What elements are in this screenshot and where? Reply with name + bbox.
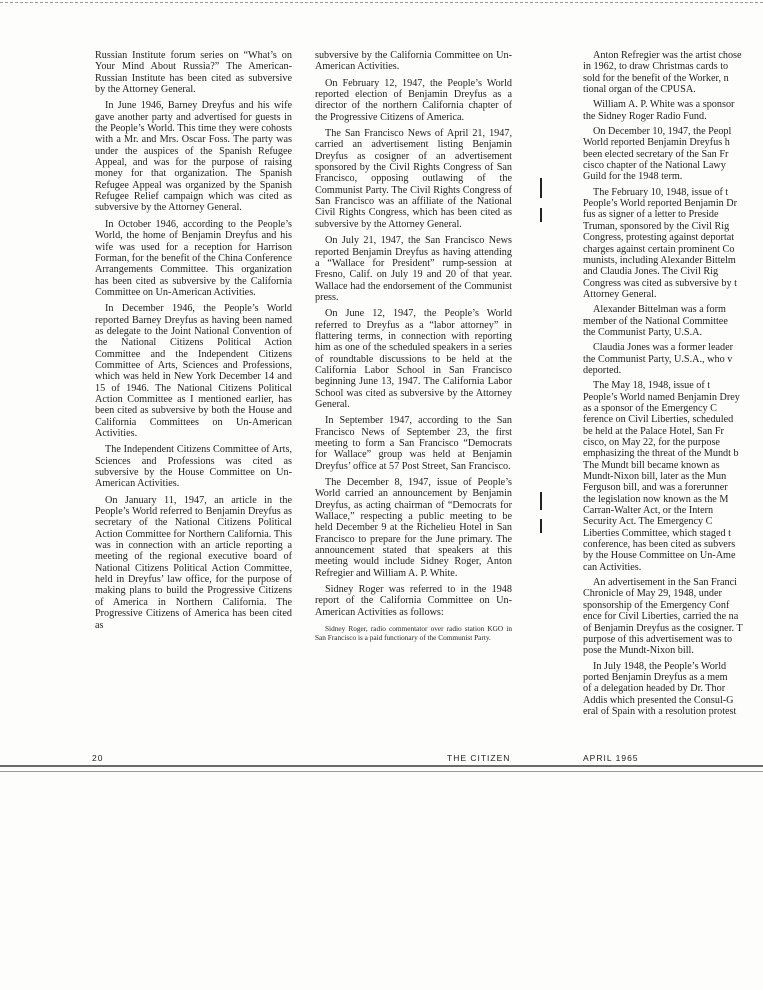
text-line: Addis which presented the Consul-G — [583, 694, 734, 706]
text-line: World reported Benjamin Dreyfus h — [583, 137, 730, 149]
publication-name: THE CITIZEN — [447, 753, 511, 763]
text-line: charges against certain prominent Co — [583, 243, 735, 255]
text-line: ference on Civil Liberties, scheduled — [583, 414, 734, 426]
text-line: Truman, sponsored by the Civil Rig — [583, 220, 730, 232]
text-line: Congress, protesting against deportat — [583, 232, 735, 244]
text-line: ence for Civil Liberties, carried the na — [583, 611, 739, 623]
paragraph: On February 12, 1947, the People’s World reported election of Benjamin Dreyfus as a director of the northern California chapter of the Progressive Citizens of America. — [315, 77, 512, 123]
text-line: ported Benjamin Dreyfus as a mem — [583, 671, 728, 683]
text-line: Security Act. The Emergency C — [583, 516, 713, 528]
paragraph: Russian Institute forum series on “What’s on Your Mind About Russia?” The American-Russian Institute has been cited as subversive by the Attorney General. — [95, 50, 292, 96]
text-line: the legislation now known as the M — [583, 493, 729, 505]
text-line: tional organ of the CPUSA. — [583, 84, 696, 96]
paragraph: On July 21, 1947, the San Francisco News reported Benjamin Dreyfus as having attending a “Wallace for President” rump-session at Fresno, Calif. on July 19 and 20 of that year. Wallace had the endorsement of the Communist press. — [315, 235, 512, 303]
text-line: The Mundt bill became known as — [583, 459, 720, 471]
paragraph: The San Francisco News of April 21, 1947, carried an advertisement listing Benjamin Dreyfus as cosigner of an advertisement sponsored by the Civil Rights Congress of San Francisco, opposing outlawing of the Communist Party. The Civil Rights Congress of San Francisco was an affiliate of the National Civil Rights Congress, which has been cited as subversive by the Attorney General. — [315, 128, 512, 230]
text-line: by the House Committee on Un-Ame — [583, 550, 736, 562]
margin-bar — [540, 178, 542, 198]
top-rule — [0, 2, 763, 3]
text-line: munists, including Alexander Bittelm — [583, 254, 736, 266]
text-line: Ferguson bill, and was a forerunner — [583, 482, 728, 494]
text-line: The February 10, 1948, issue of t — [593, 186, 729, 198]
text-line: been elected secretary of the San Fr — [583, 148, 729, 160]
text-line: The May 18, 1948, issue of t — [593, 380, 711, 392]
text-line: as a sponsor of the Emergency C — [583, 402, 717, 414]
page-number: 20 — [92, 753, 104, 763]
text-line: Claudia Jones was a former leader — [593, 342, 734, 354]
text-line: William A. P. White was a sponsor — [593, 99, 735, 111]
text-line: of a delegation headed by Dr. Thor — [583, 683, 726, 695]
text-line: the Sidney Roger Radio Fund. — [583, 110, 707, 122]
paragraph: On June 12, 1947, the People’s World referred to Dreyfus as a “labor attorney” in flattering terms, in connection with reporting him as one of the scheduled speakers in a series of roundtable discussions to be held at the California Labor School in San Francisco beginning June 13, 1947. The California Labor School was cited as subversive by the Attorney General. — [315, 308, 512, 410]
text-line: deported. — [583, 364, 622, 376]
text-line: Mundt-Nixon bill, later as the Mun — [583, 471, 727, 483]
text-line: People’s World reported Benjamin Dr — [583, 198, 738, 210]
margin-bar — [540, 492, 542, 510]
paragraph: In September 1947, according to the San Francisco News of September 23, the first meeting to form a San Francisco “Democrats for Wallace” group was held at Benjamin Dreyfus’ office at 57 Post Street, San Francisco. — [315, 415, 512, 472]
paragraph: The Independent Citizens Committee of Arts, Sciences and Professions was cited as subversive by the House Committee on Un-American Activities. — [95, 444, 292, 490]
text-line: In July 1948, the People’s World — [593, 660, 727, 672]
paragraph: In October 1946, according to the People’s World, the home of Benjamin Dreyfus and his wife was used for a reception for Harrison Forman, for the benefit of the China Conference Arrangements Committee. This organization has been cited as subversive by the California Committee on Un-American Activities. — [95, 218, 292, 298]
text-line: member of the National Committee — [583, 315, 728, 327]
text-line: emphasizing the threat of the Mundt b — [583, 448, 739, 460]
text-line: fus as signer of a letter to Preside — [583, 209, 719, 221]
text-line: eral of Spain with a resolution protest — [583, 705, 737, 717]
column-3 — [583, 50, 763, 717]
text-line: Guild for the 1948 term. — [583, 171, 683, 183]
text-line: Congress was cited as subversive by t — [583, 277, 737, 289]
text-line: Chronicle of May 29, 1948, under — [583, 588, 722, 600]
paragraph: On January 11, 1947, an article in the People’s World referred to Benjamin Dreyfus as secretary of the National Citizens Political Action Committee for Northern California. This was in connection with an article reporting a meeting of the regional executive board of National Citizens Political Action Committee, held in Dreyfus’ law office, for the purpose of making plans to build the Progressive Citizens of America in Northern California. The Progressive Citizens of America has been cited as — [95, 494, 292, 631]
paragraph: subversive by the California Committee on Un-American Activities. — [315, 50, 512, 73]
text-line: An advertisement in the San Franci — [593, 577, 738, 589]
text-line: the Communist Party, U.S.A., who v — [583, 353, 733, 365]
text-line: sold for the benefit of the Worker, n — [583, 72, 729, 84]
text-line: the Communist Party, U.S.A. — [583, 326, 703, 338]
text-line: Alexander Bittelman was a form — [593, 304, 726, 316]
text-line: of Benjamin Dreyfus as the cosigner. T — [583, 622, 743, 634]
issue-date: APRIL 1965 — [583, 753, 639, 763]
column-2 — [315, 50, 512, 642]
text-line: can Activities. — [583, 561, 642, 573]
text-line: Attorney General. — [583, 288, 657, 300]
column-1 — [95, 50, 292, 636]
paragraph: In June 1946, Barney Dreyfus and his wife gave another party and advertised for guests in the People’s World. This time they were cohosts with a Mr. and Mrs. Oscar Foss. The party was under the auspices of the Spanish Refugee Appeal, and was for the purpose of raising money for that organization. The Spanish Refugee Appeal was organized by the Spanish Refugee Relief campaign which was cited as subversive by the Attorney General. — [95, 100, 292, 214]
text-line: purpose of this advertisement was to — [583, 633, 733, 645]
text-line: Liberties Committee, which staged t — [583, 527, 731, 539]
margin-bar — [540, 208, 542, 222]
text-line: sponsorship of the Emergency Conf — [583, 599, 730, 611]
text-line: and Claudia Jones. The Civil Rig — [583, 266, 719, 278]
text-line: pose the Mundt-Nixon bill. — [583, 645, 694, 657]
text-line: cisco chapter of the National Lawy — [583, 160, 726, 172]
paragraph: In December 1946, the People’s World reported Barney Dreyfus as having been named as delegate to the Joint National Convention of the National Citizens Political Action Committee and the Independent Citizens Committee of Arts, Sciences and Professions, which was held in New York December 14 and 15 of 1946. The National Citizens Political Action Committee as I mentioned earlier, has been cited as subversive by both the House and California Committees on Un-American Activities. — [95, 303, 292, 439]
text-line: conference, has been cited as subvers — [583, 539, 736, 551]
margin-bar — [540, 519, 542, 533]
paragraph: Sidney Roger was referred to in the 1948 report of the California Committee on Un-American Activities as follows: — [315, 584, 512, 618]
quoted-footnote: Sidney Roger, radio commentator over radio station KGO in San Francisco is a paid functionary of the Communist Party. — [315, 624, 512, 642]
text-line: in 1962, to draw Christmas cards to — [583, 61, 729, 73]
text-line: Anton Refregier was the artist chose — [593, 50, 742, 61]
paragraph: The December 8, 1947, issue of People’s World carried an announcement by Benjamin Dreyfus, as acting chairman of “Democrats for Wallace,” respecting a public meeting to be held December 9 at the Richelieu Hotel in San Francisco to prepare for the June primary. The announcement stated that speakers at this meeting would include Sidney Roger, Anton Refregier and William A. P. White. — [315, 477, 512, 579]
text-line: cisco, on May 22, for the purpose — [583, 437, 720, 448]
text-line: People’s World named Benjamin Drey — [583, 391, 740, 403]
text-line: Carran-Walter Act, or the Intern — [583, 505, 714, 517]
text-line: be held at the Palace Hotel, San Fr — [583, 425, 724, 437]
text-line: On December 10, 1947, the Peopl — [593, 126, 732, 138]
bottom-rule — [0, 765, 763, 772]
